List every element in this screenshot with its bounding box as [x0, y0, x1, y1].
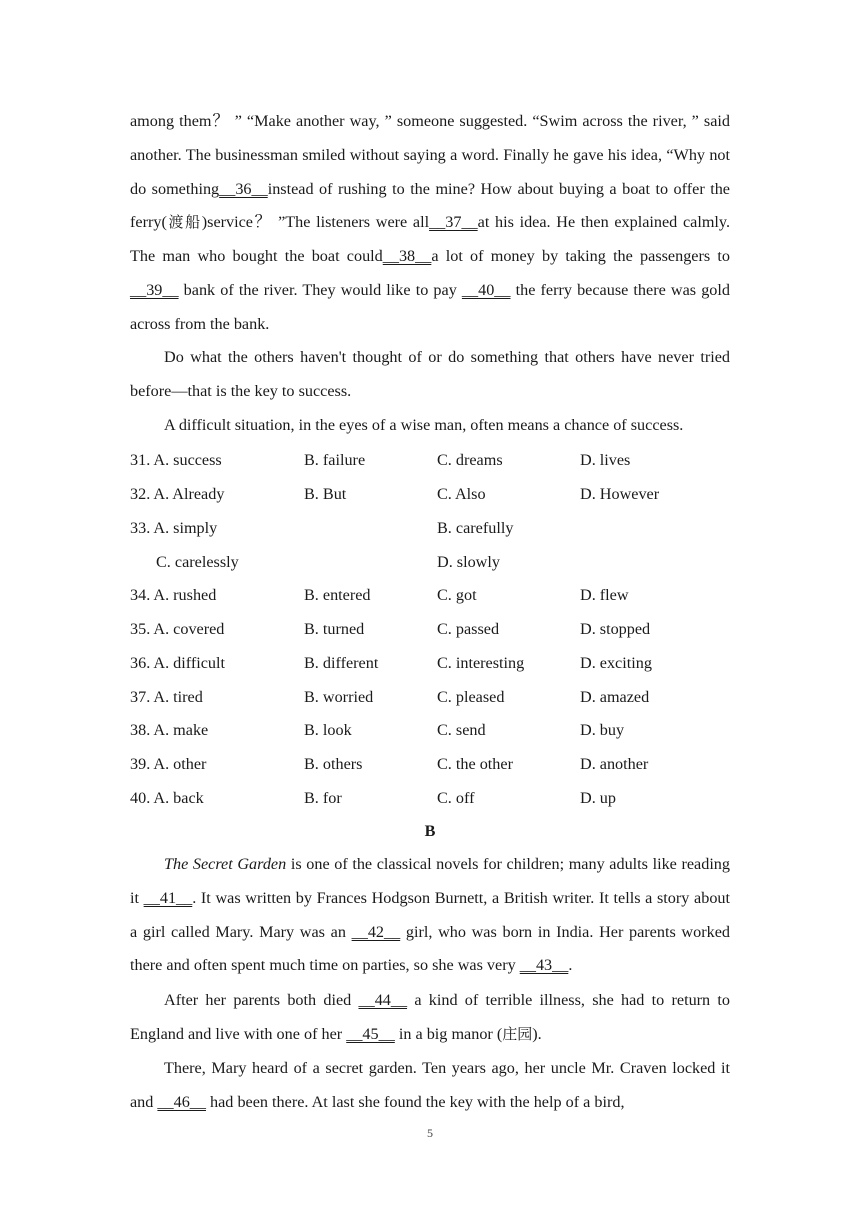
- blank-38: __38__: [382, 247, 432, 266]
- option-b: B. others: [304, 755, 363, 773]
- option-b: B. But: [304, 485, 347, 503]
- option-d: D. exciting: [580, 654, 652, 672]
- option-c: C. the other: [437, 755, 513, 773]
- chinese-gloss-ferry: 渡船: [166, 213, 202, 232]
- text-run: After her parents both died: [164, 991, 359, 1009]
- text-run: )service？ ”The listeners were all: [201, 213, 430, 232]
- option-c: C. off: [437, 789, 475, 807]
- question-row: [130, 578, 730, 612]
- option-b: B. turned: [304, 620, 365, 638]
- option-d: D. flew: [580, 586, 629, 604]
- option-b: B. worried: [304, 688, 374, 706]
- passage-b-paragraph-2: [130, 984, 730, 1052]
- question-option-a: 37. A. tired: [130, 688, 203, 706]
- option-c: C. passed: [437, 620, 500, 638]
- text-run: .: [568, 956, 573, 975]
- option-c: C. interesting: [437, 654, 525, 672]
- blank-42: __42__: [351, 922, 401, 941]
- question-row: [130, 781, 730, 815]
- question-option-a: 35. A. covered: [130, 620, 225, 638]
- passage-a-paragraph-3: A difficult situation, in the eyes of a wise man, often means a chance of success.: [164, 416, 684, 434]
- question-option-a: 40. A. back: [130, 789, 204, 807]
- option-d: D. slowly: [437, 553, 500, 571]
- blank-43: __43__: [519, 956, 569, 975]
- blank-36: __36__: [219, 179, 268, 198]
- option-d: D. stopped: [580, 620, 651, 638]
- option-d: D. another: [580, 755, 649, 773]
- option-b: B. different: [304, 654, 379, 672]
- question-row: [130, 443, 730, 477]
- passage-a-paragraph-1: [130, 105, 730, 342]
- option-d: D. buy: [580, 721, 625, 739]
- blank-41: __41__: [143, 888, 193, 907]
- question-option-a: 33. A. simply: [130, 519, 218, 537]
- question-row: [130, 747, 730, 781]
- text-run: ).: [532, 1024, 542, 1043]
- question-option-a: 34. A. rushed: [130, 586, 217, 604]
- option-b: B. entered: [304, 586, 371, 604]
- text-run: had been there. At last she found the key with the help of a bird,: [205, 1092, 625, 1111]
- blank-40: __40__: [461, 280, 511, 299]
- text-run: a kind of terrible illness, she had to return to England and live with one of her: [130, 991, 730, 1043]
- text-run: among them？ ” “Make another way, ” someone suggested. “Swim across the river, ” said another. The businessman smiled without saying a word. Finally he gave his idea, “Why not do something: [130, 112, 730, 198]
- question-row: [130, 545, 730, 579]
- text-run: the ferry because there was gold across from the bank.: [130, 280, 730, 333]
- question-option-a: 36. A. difficult: [130, 654, 226, 672]
- option-b: B. for: [304, 789, 342, 807]
- blank-39: __39__: [130, 280, 179, 299]
- option-c: C. send: [437, 721, 486, 739]
- option-d: D. up: [580, 789, 616, 807]
- option-c: C. Also: [437, 485, 486, 503]
- question-row: [130, 646, 730, 680]
- page-number: 5: [427, 1126, 433, 1140]
- blank-45: __45__: [346, 1024, 395, 1043]
- text-run: bank of the river. They would like to pay: [178, 280, 462, 299]
- question-row: [130, 680, 730, 714]
- text-run: in a big manor (: [394, 1024, 503, 1043]
- blank-44: __44__: [358, 991, 408, 1009]
- question-option-a: 39. A. other: [130, 755, 207, 773]
- question-row: [130, 612, 730, 646]
- text-run: girl, who was born in India. Her parents worked there and often spent much time on parties, so she was very: [130, 922, 730, 975]
- text-run: instead of rushing to the mine? How about buying a boat to offer the ferry(: [130, 179, 730, 232]
- question-row: [130, 477, 730, 511]
- option-b: B. look: [304, 721, 352, 739]
- option-b: B. failure: [304, 451, 366, 469]
- passage-b-paragraph-3: [130, 1052, 730, 1120]
- option-c: C. dreams: [437, 451, 503, 469]
- section-heading: B: [424, 822, 436, 840]
- option-c: C. got: [437, 586, 477, 604]
- chinese-gloss-manor: 庄园: [502, 1024, 533, 1043]
- question-option-a: 38. A. make: [130, 721, 209, 739]
- question-row: [130, 511, 730, 545]
- option-c: C. carelessly: [156, 553, 239, 571]
- question-row: [130, 713, 730, 747]
- option-c: C. pleased: [437, 688, 505, 706]
- option-d: D. However: [580, 485, 660, 503]
- question-option-a: 31. A. success: [130, 451, 222, 469]
- book-title: The Secret Garden: [164, 855, 287, 873]
- blank-46: __46__: [157, 1092, 206, 1111]
- text-run: . It was written by Frances Hodgson Burnett, a British writer. It tells a story about a girl called Mary. Mary was an: [130, 888, 731, 941]
- text-run: a lot of money by taking the passengers to: [431, 247, 730, 266]
- passage-b-paragraph-1: [130, 848, 730, 983]
- text-run: There, Mary heard of a secret garden. Ten years ago, her uncle Mr. Craven locked it and: [130, 1059, 730, 1111]
- option-d: D. lives: [580, 451, 631, 469]
- blank-37: __37__: [429, 213, 478, 232]
- question-option-a: 32. A. Already: [130, 485, 225, 503]
- passage-a-paragraph-2: Do what the others haven't thought of or do something that others have never tried before—that is the key to success.: [130, 348, 730, 400]
- text-run: at his idea. He then explained calmly. The man who bought the boat could: [130, 213, 731, 266]
- text-run: is one of the classical novels for children; many adults like reading it: [130, 855, 730, 907]
- option-d: D. amazed: [580, 688, 650, 706]
- option-b: B. carefully: [437, 519, 514, 537]
